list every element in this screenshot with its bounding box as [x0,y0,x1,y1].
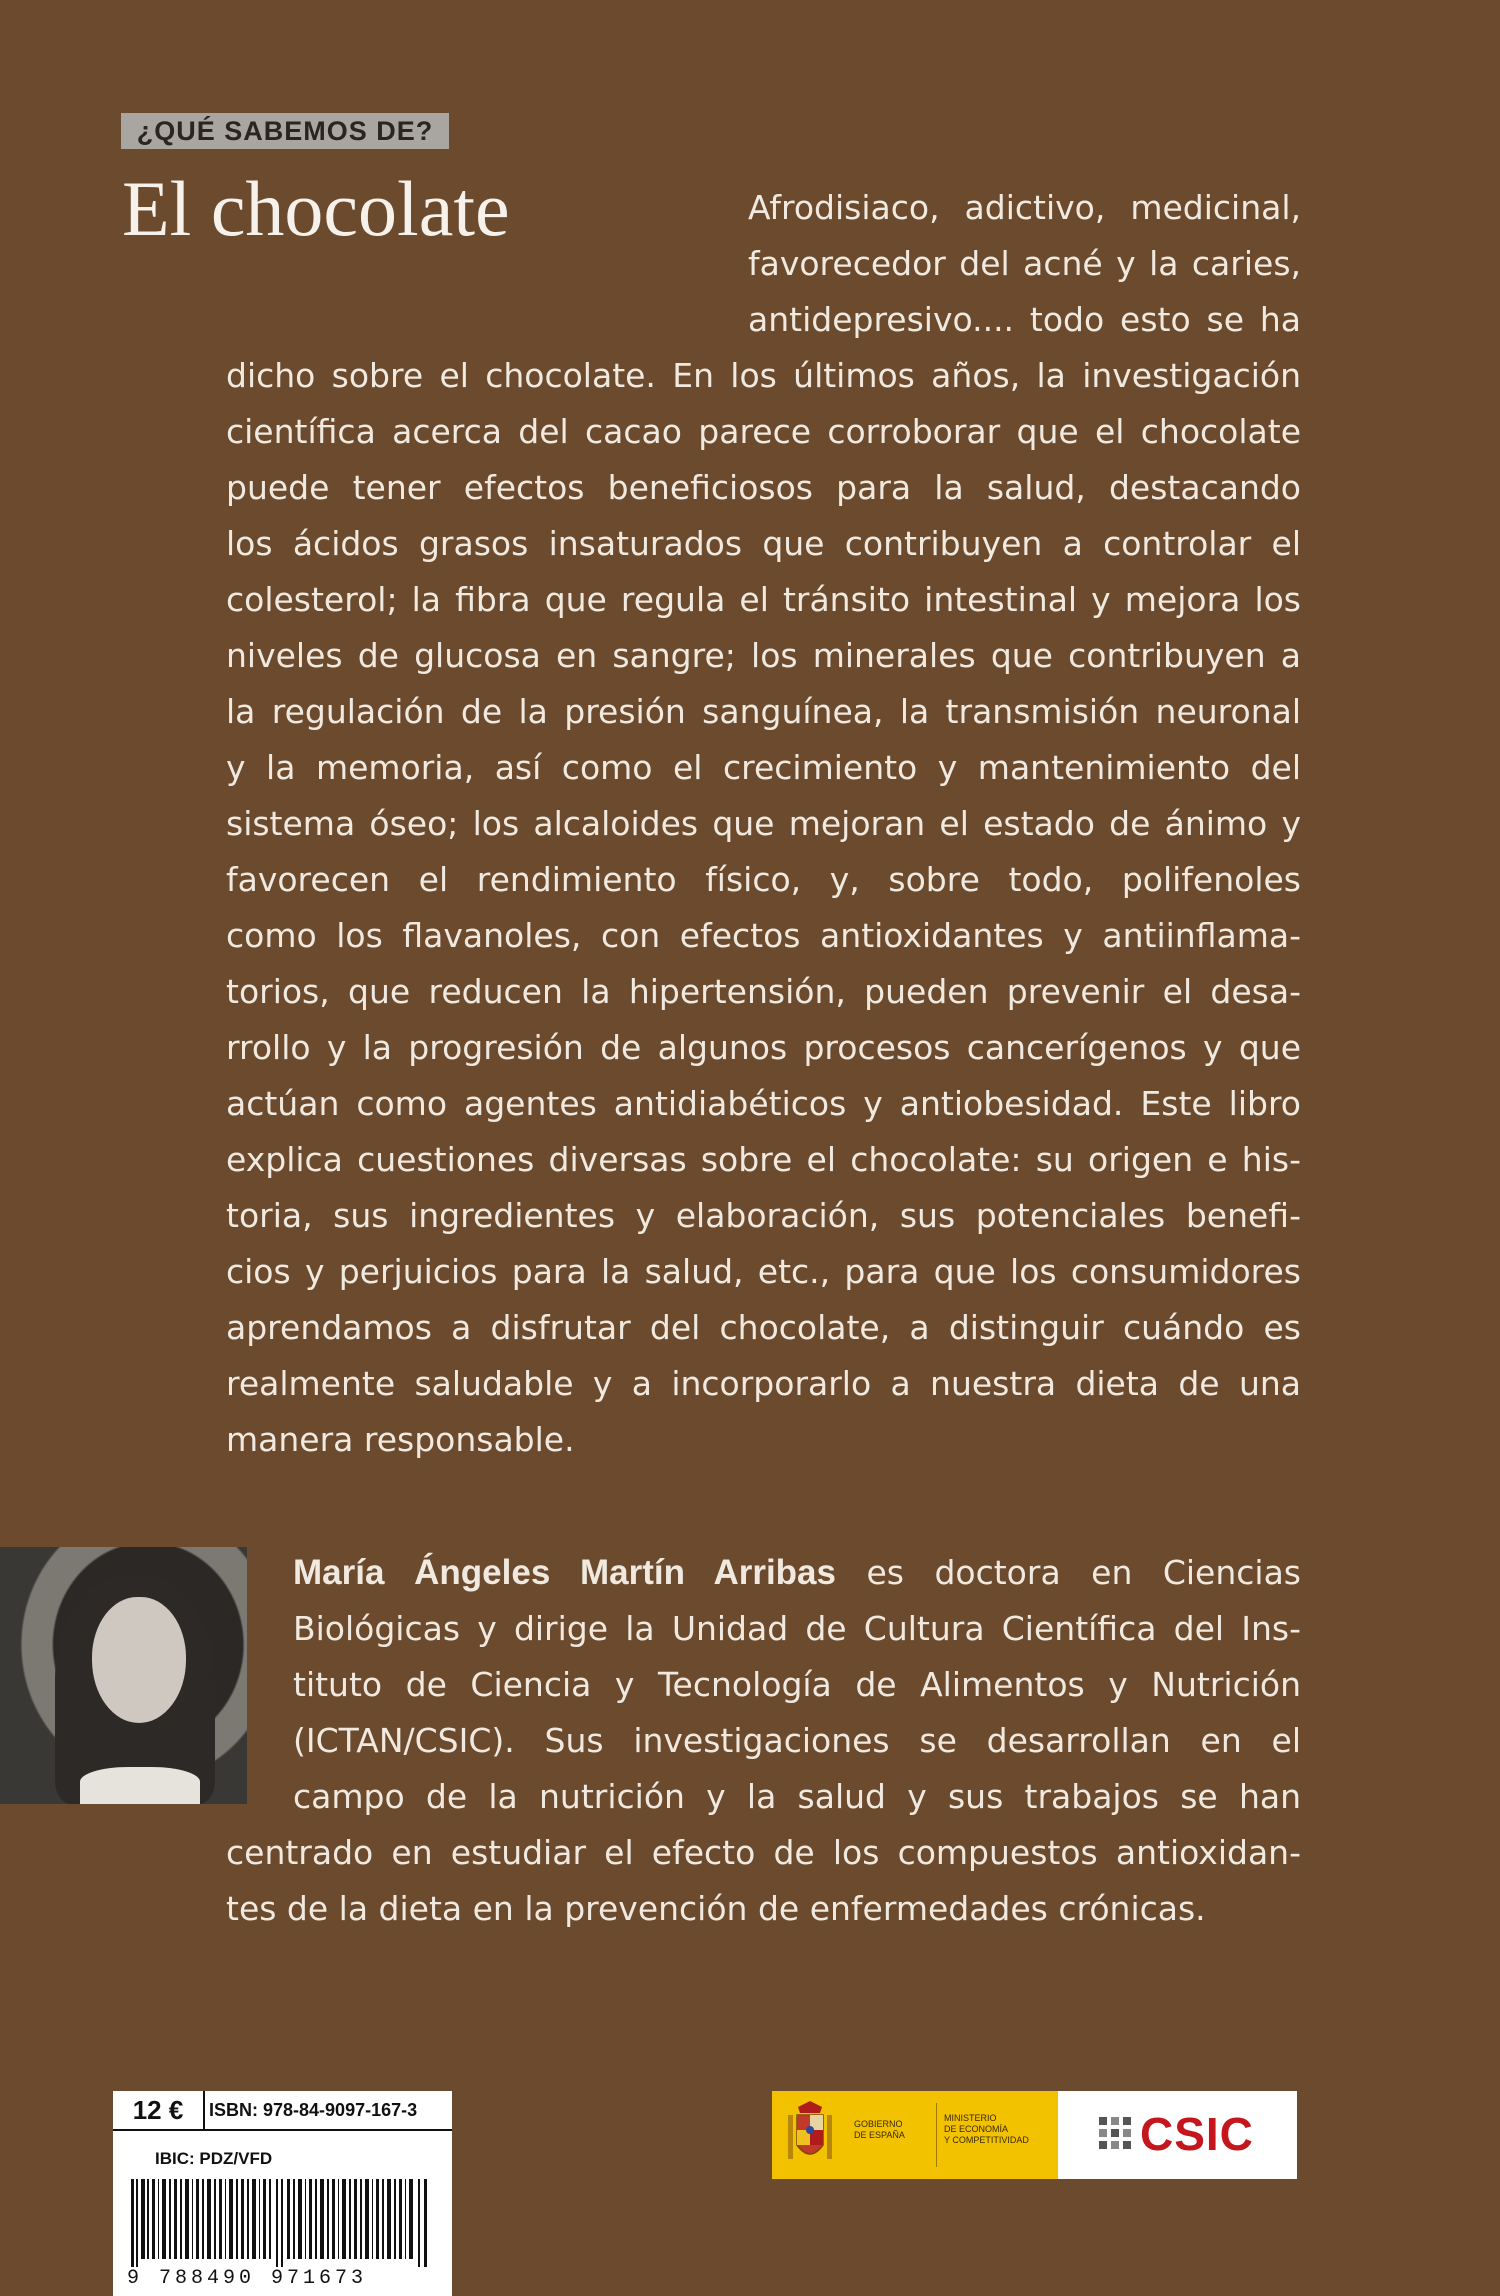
csic-logo-text: CSIC [1140,2108,1254,2160]
author-name: María Ángeles Martín Arribas [293,1553,836,1592]
csic-emblem-icon [1097,2115,1135,2153]
bio-line: centrado en estudiar el efecto de los compuestos antioxidan- [226,1833,1301,1872]
ministerio-text [944,2113,1054,2146]
author-photo [0,1547,247,1804]
ministerio-line: MINISTERIO [944,2113,997,2123]
blurb-line: sistema óseo; los alcaloides que mejoran el estado de ánimo y [226,804,1301,843]
blurb-line: explica cuestiones diversas sobre el chocolate: su origen e his- [226,1140,1301,1179]
price: 12 € [113,2091,205,2129]
bio-line: tes de la dieta en la prevención de enfermedades crónicas. [226,1889,1206,1928]
ibic-code: IBIC: PDZ/VFD [155,2149,273,2168]
blurb-line: actúan como agentes antidiabéticos y antiobesidad. Este libro [226,1084,1301,1123]
price-isbn-label [113,2091,452,2296]
blurb-line: científica acerca del cacao parece corroborar que el chocolate [226,412,1301,451]
blurb-line: niveles de glucosa en sangre; los minerales que contribuyen a [226,636,1301,675]
blurb-line: favorecedor del acné y la caries, [748,244,1301,283]
series-label: ¿QUÉ SABEMOS DE? [121,113,449,149]
blurb-text [226,180,1301,1468]
gobierno-text [854,2119,934,2141]
book-title: El chocolate [122,165,510,252]
blurb-line: rrollo y la progresión de algunos procesos cancerígenos y que [226,1028,1301,1067]
ministerio-line: DE ECONOMÍA [944,2124,1009,2134]
barcode [131,2179,431,2267]
bio-line: tituto de Ciencia y Tecnología de Alimentos y Nutrición [293,1665,1301,1704]
bio-line: campo de la nutrición y la salud y sus trabajos se han [293,1777,1301,1816]
blurb-line: dicho sobre el chocolate. En los últimos años, la investigación [226,356,1301,395]
blurb-line: toria, sus ingredientes y elaboración, sus potenciales benefi- [226,1196,1301,1235]
blurb-line: puede tener efectos beneficiosos para la salud, destacando [226,468,1301,507]
bio-line: Biológicas y dirige la Unidad de Cultura Científica del Ins- [293,1609,1301,1648]
blurb-line: cios y perjuicios para la salud, etc., para que los consumidores [226,1252,1301,1291]
blurb-line: manera responsable. [226,1420,575,1459]
barcode-digits: 9 788490 971673 [127,2267,368,2290]
blurb-line: antidepresivo.... todo esto se ha [748,300,1301,339]
bio-line: (ICTAN/CSIC). Sus investigaciones se desarrollan en el [293,1721,1301,1760]
gobierno-ministerio-logo [772,2091,1058,2179]
gobierno-line: GOBIERNO [854,2119,903,2129]
blurb-line: y la memoria, así como el crecimiento y mantenimiento del [226,748,1301,787]
price-row [113,2091,452,2131]
blurb-line: Afrodisiaco, adictivo, medicinal, [748,188,1301,227]
author-photo-face [92,1597,186,1723]
author-photo-shirt [80,1767,200,1804]
blurb-line: la regulación de la presión sanguínea, la transmisión neuronal [226,692,1301,731]
publisher-logo-bar [772,2091,1297,2179]
blurb-line: favorecen el rendimiento físico, y, sobre todo, polifenoles [226,860,1301,899]
blurb-line: realmente saludable y a incorporarlo a nuestra dieta de una [226,1364,1301,1403]
logo-divider [936,2103,937,2167]
bio-line [226,1545,1301,1601]
blurb-line: como los flavanoles, con efectos antioxidantes y antiinflama- [226,916,1301,955]
author-bio [226,1545,1301,1937]
blurb-line: los ácidos grasos insaturados que contribuyen a controlar el [226,524,1301,563]
gobierno-line: DE ESPAÑA [854,2130,905,2140]
blurb-line: aprendamos a disfrutar del chocolate, a distinguir cuándo es [226,1308,1301,1347]
isbn: ISBN: 978-84-9097-167-3 [209,2100,418,2120]
blurb-line: colesterol; la fibra que regula el tránsito intestinal y mejora los [226,580,1301,619]
bio-line-text: es doctora en Ciencias [836,1553,1302,1592]
coat-of-arms-icon [784,2101,836,2169]
ministerio-line: Y COMPETITIVIDAD [944,2135,1029,2145]
blurb-line: torios, que reducen la hipertensión, pueden prevenir el desa- [226,972,1301,1011]
